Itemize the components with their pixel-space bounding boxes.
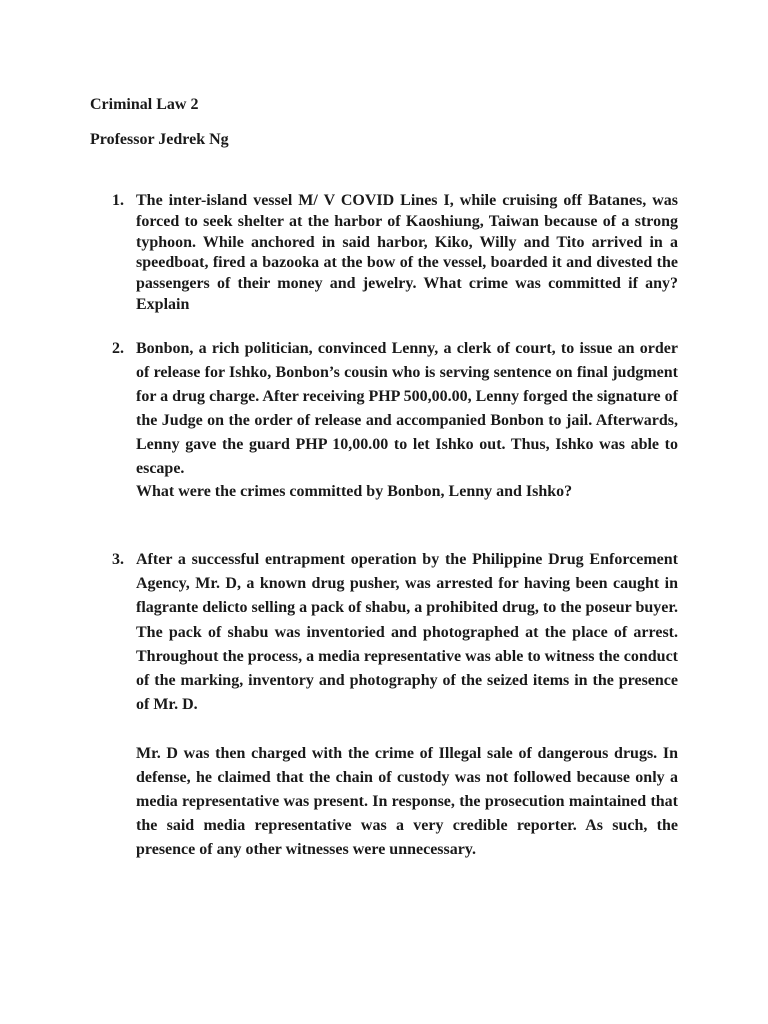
question-paragraph: Bonbon, a rich politician, convinced Lenny, a clerk of court, to issue an order of release for Ishko, Bonbon’s cousin who is serving sentence on final judgment for a drug charge. After receiving PHP 500,00.00, Lenny forged the signature of the Judge on the order of release and accompanied Bonbon to jail. Afterwards, Lenny gave the guard PHP 10,00.00 to let Ishko out. Thus, Ishko was able to escape. bbox=[136, 340, 678, 477]
question-body bbox=[136, 337, 678, 504]
question-2 bbox=[112, 337, 678, 504]
question-paragraph: The inter-island vessel M/ V COVID Lines I, while cruising off Batanes, was forced to seek shelter at the harbor of Kaoshiung, Taiwan because of a strong typhoon. While anchored in said harbor, Kiko, Willy and Tito arrived in a speedboat, fired a bazooka at the bow of the vessel, boarded it and divested the passengers of their money and jewelry. What crime was committed if any? Explain bbox=[136, 192, 678, 313]
professor-name: Professor Jedrek Ng bbox=[90, 131, 229, 148]
question-paragraph: After a successful entrapment operation by the Philippine Drug Enforcement Agency, Mr. D, a known drug pusher, was arrested for having been caught in flagrante delicto selling a pack of shabu, a prohibited drug, to the poseur buyer. The pack of shabu was inventoried and photographed at the place of arrest. Throughout the process, a media representative was able to witness the conduct of the marking, inventory and photography of the seized items in the presence of Mr. D. bbox=[136, 551, 678, 714]
question-number: 1. bbox=[112, 192, 124, 209]
question-number: 2. bbox=[112, 340, 124, 357]
question-paragraph: Mr. D was then charged with the crime of Illegal sale of dangerous drugs. In defense, he claimed that the chain of custody was not followed because only a media representative was present. In response, the prosecution maintained that the said media representative was a very credible reporter. As such, the presence of any other witnesses were unnecessary. bbox=[136, 744, 678, 859]
course-title: Criminal Law 2 bbox=[90, 96, 199, 113]
question-prompt: What were the crimes committed by Bonbon, Lenny and Ishko? bbox=[136, 483, 573, 501]
question-body bbox=[136, 191, 678, 316]
question-1 bbox=[112, 191, 678, 316]
question-3 bbox=[112, 548, 678, 863]
question-number: 3. bbox=[112, 551, 124, 568]
question-body bbox=[136, 548, 678, 863]
